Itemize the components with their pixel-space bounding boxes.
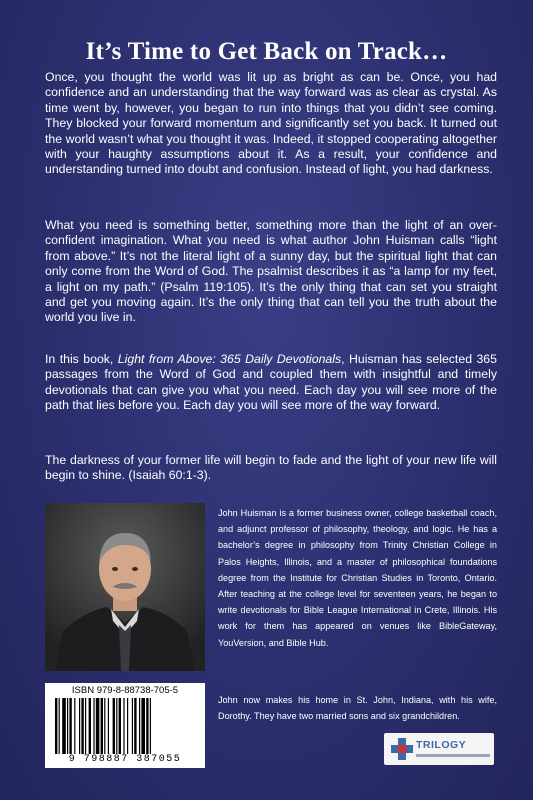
- publisher-tagline-line: [416, 754, 490, 757]
- isbn-barcode: [45, 683, 205, 768]
- intro-paragraph: Once, you thought the world was lit up as bright as can be. Once, you had confidence and an understanding that the way forward was as clear as crystal. As time went by, however, you began to run into things that you didn’t see coming. They blocked your forward momentum and significantly set you back. It turned out the world wasn’t what you thought it was. Indeed, it stopped cooperating altogether with your haughty assumptions about it. As a result, your confidence and understanding turned into doubt and confusion. Instead of light, you had darkness.: [45, 70, 497, 177]
- barcode-number: 9 798887 387055: [68, 754, 182, 765]
- book-summary-paragraph: [45, 352, 497, 414]
- summary-rest: , Huisman has selected 365 passages from the Word of God and coupled them with insightful and timely devotionals that can give you what you need. Each day you will see more of the path that lies before you. Each day you will see more of the way forward.: [45, 352, 497, 413]
- need-paragraph: What you need is something better, something more than the light of an over-confident imagination. What you need is what author John Huisman calls “light from above.” It’s not the literal light of a sunny day, but the spiritual light that can only come from the Word of God. The psalmist describes it as “a lamp for my feet, a light on my path.” (Psalm 119:105). It’s the only thing that can set you straight and get you moving again. It’s the only thing that can tell you the truth about the world you live in.: [45, 218, 497, 325]
- closing-paragraph: The darkness of your former life will begin to fade and the light of your new life will begin to shine. (Isaiah 60:1-3).: [45, 453, 497, 483]
- author-bio: John Huisman is a former business owner, college basketball coach, and adjunct professor of philosophy, theology, and logic. He has a bachelor’s degree in philosophy from Trinity Christian College in Palos Heights, Illinois, and a master of philosophical foundations degree from the Institute for Christian Studies in Toronto, Ontario. After teaching at the college level for seventeen years, he began to write devotionals for Bible League International in Crete, Illinois. His work for them has appeared on venues like BibleGateway, YouVersion, and Bible Hub.: [218, 508, 497, 648]
- back-cover-title: It’s Time to Get Back on Track…: [85, 38, 448, 65]
- summary-lead: In this book,: [45, 352, 118, 366]
- publisher-name: TRILOGY: [416, 739, 467, 751]
- publisher-logo: [384, 733, 494, 765]
- author-photo: [45, 503, 205, 671]
- barcode-bars: [51, 698, 199, 754]
- author-home: John now makes his home in St. John, Indiana, with his wife, Dorothy. They have two married sons and six grandchildren.: [218, 695, 497, 722]
- isbn-label: ISBN 979-8-88738-705-5: [71, 685, 179, 696]
- trilogy-cross-icon: [388, 735, 416, 763]
- book-title-italic: Light from Above: 365 Daily Devotionals: [117, 352, 342, 366]
